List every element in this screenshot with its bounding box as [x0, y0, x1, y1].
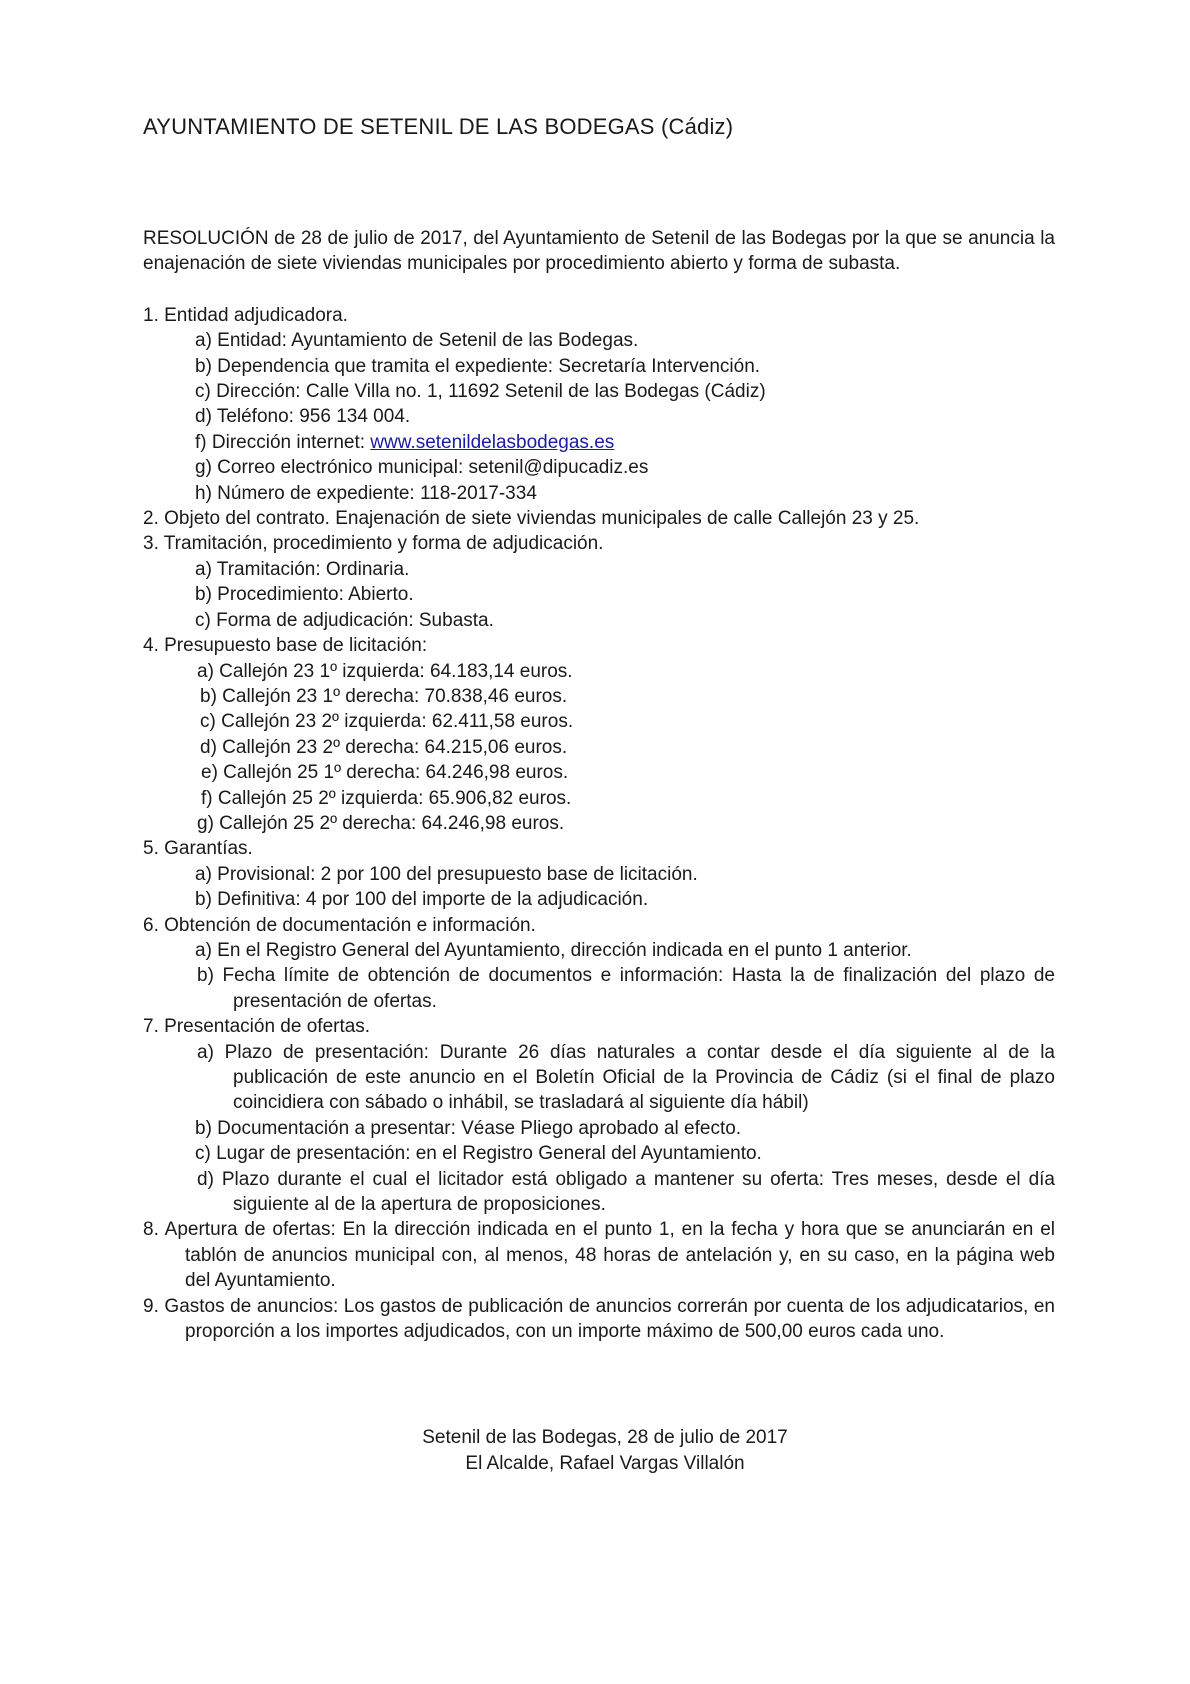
section-2: 2. Objeto del contrato. Enajenación de siete viviendas municipales de calle Callejón 23 y 25.	[143, 508, 920, 530]
section-7-title: 7. Presentación de ofertas.	[143, 1016, 371, 1038]
section-5-b: b) Definitiva: 4 por 100 del importe de la adjudicación.	[195, 889, 649, 911]
section-1-a: a) Entidad: Ayuntamiento de Setenil de las Bodegas.	[195, 330, 639, 352]
resolution-intro: RESOLUCIÓN de 28 de julio de 2017, del Ayuntamiento de Setenil de las Bodegas por la que se anuncia la enajenación de siete viviendas municipales por procedimiento abierto y forma de subasta.	[143, 228, 1055, 275]
document-body	[143, 226, 1055, 1344]
internet-label: f) Dirección internet:	[195, 431, 371, 453]
section-8: 8. Apertura de ofertas: En la dirección indicada en el punto 1, en la fecha y hora que se anunciarán en el tablón de anuncios municipal con, al menos, 48 horas de antelación y, en su caso, en la página web del Ayuntamiento.	[143, 1219, 1055, 1292]
section-1-d: d) Teléfono: 956 134 004.	[195, 406, 411, 428]
section-7-b: b) Documentación a presentar: Véase Pliego aprobado al efecto.	[195, 1117, 742, 1139]
document-header: AYUNTAMIENTO DE SETENIL DE LAS BODEGAS (Cádiz)	[143, 114, 734, 139]
section-7-a: a) Plazo de presentación: Durante 26 días naturales a contar desde el día siguiente al de la publicación de este anuncio en el Boletín Oficial de la Provincia de Cádiz (si el final de plazo coincidiera con sábado o inhábil, se trasladará al siguiente día hábil)	[197, 1041, 1055, 1114]
section-4-b: b) Callejón 23 1º derecha: 70.838,46 euros.	[200, 685, 568, 707]
section-3-c: c) Forma de adjudicación: Subasta.	[195, 609, 494, 631]
section-6-title: 6. Obtención de documentación e información.	[143, 914, 536, 936]
section-3-a: a) Tramitación: Ordinaria.	[195, 558, 410, 580]
section-4-a: a) Callejón 23 1º izquierda: 64.183,14 euros.	[197, 660, 573, 682]
signature-signer: El Alcalde, Rafael Vargas Villalón	[465, 1453, 745, 1474]
section-4-g: g) Callejón 25 2º derecha: 64.246,98 euros.	[197, 812, 565, 834]
section-1-title: 1. Entidad adjudicadora.	[143, 304, 348, 326]
section-6-b: b) Fecha límite de obtención de documentos e información: Hasta la de finalización del plazo de presentación de ofertas.	[197, 965, 1055, 1012]
section-7-c: c) Lugar de presentación: en el Registro General del Ayuntamiento.	[195, 1143, 762, 1165]
section-3-title: 3. Tramitación, procedimiento y forma de adjudicación.	[143, 533, 604, 555]
section-4-title: 4. Presupuesto base de licitación:	[143, 635, 428, 657]
section-4-e: e) Callejón 25 1º derecha: 64.246,98 euros.	[201, 762, 569, 784]
section-1-f	[143, 430, 1055, 455]
section-7-d: d) Plazo durante el cual el licitador está obligado a mantener su oferta: Tres meses, desde el día siguiente al de la apertura de proposiciones.	[197, 1168, 1055, 1216]
website-link[interactable]: www.setenildelasbodegas.es	[370, 431, 615, 453]
section-4-c: c) Callejón 23 2º izquierda: 62.411,58 euros.	[200, 711, 574, 733]
section-1-h: h) Número de expediente: 118-2017-334	[195, 482, 537, 504]
section-4-f: f) Callejón 25 2º izquierda: 65.906,82 euros.	[201, 787, 572, 809]
section-1-c: c) Dirección: Calle Villa no. 1, 11692 Setenil de las Bodegas (Cádiz)	[195, 381, 766, 403]
section-4-d: d) Callejón 23 2º derecha: 64.215,06 euros.	[200, 736, 568, 758]
section-9: 9. Gastos de anuncios: Los gastos de publicación de anuncios correrán por cuenta de los adjudicatarios, en proporción a los importes adjudicados, con un importe máximo de 500,00 euros cada uno.	[143, 1295, 1055, 1343]
signature-place-date: Setenil de las Bodegas, 28 de julio de 2017	[422, 1427, 788, 1448]
signature-block	[0, 1425, 1190, 1477]
section-1-b: b) Dependencia que tramita el expediente: Secretaría Intervención.	[195, 355, 761, 377]
section-3-b: b) Procedimiento: Abierto.	[195, 584, 414, 606]
section-6-a: a) En el Registro General del Ayuntamiento, dirección indicada en el punto 1 anterior.	[195, 939, 912, 961]
section-1-g: g) Correo electrónico municipal: setenil@dipucadiz.es	[195, 457, 649, 479]
section-5-title: 5. Garantías.	[143, 838, 253, 860]
section-5-a: a) Provisional: 2 por 100 del presupuesto base de licitación.	[195, 863, 698, 885]
